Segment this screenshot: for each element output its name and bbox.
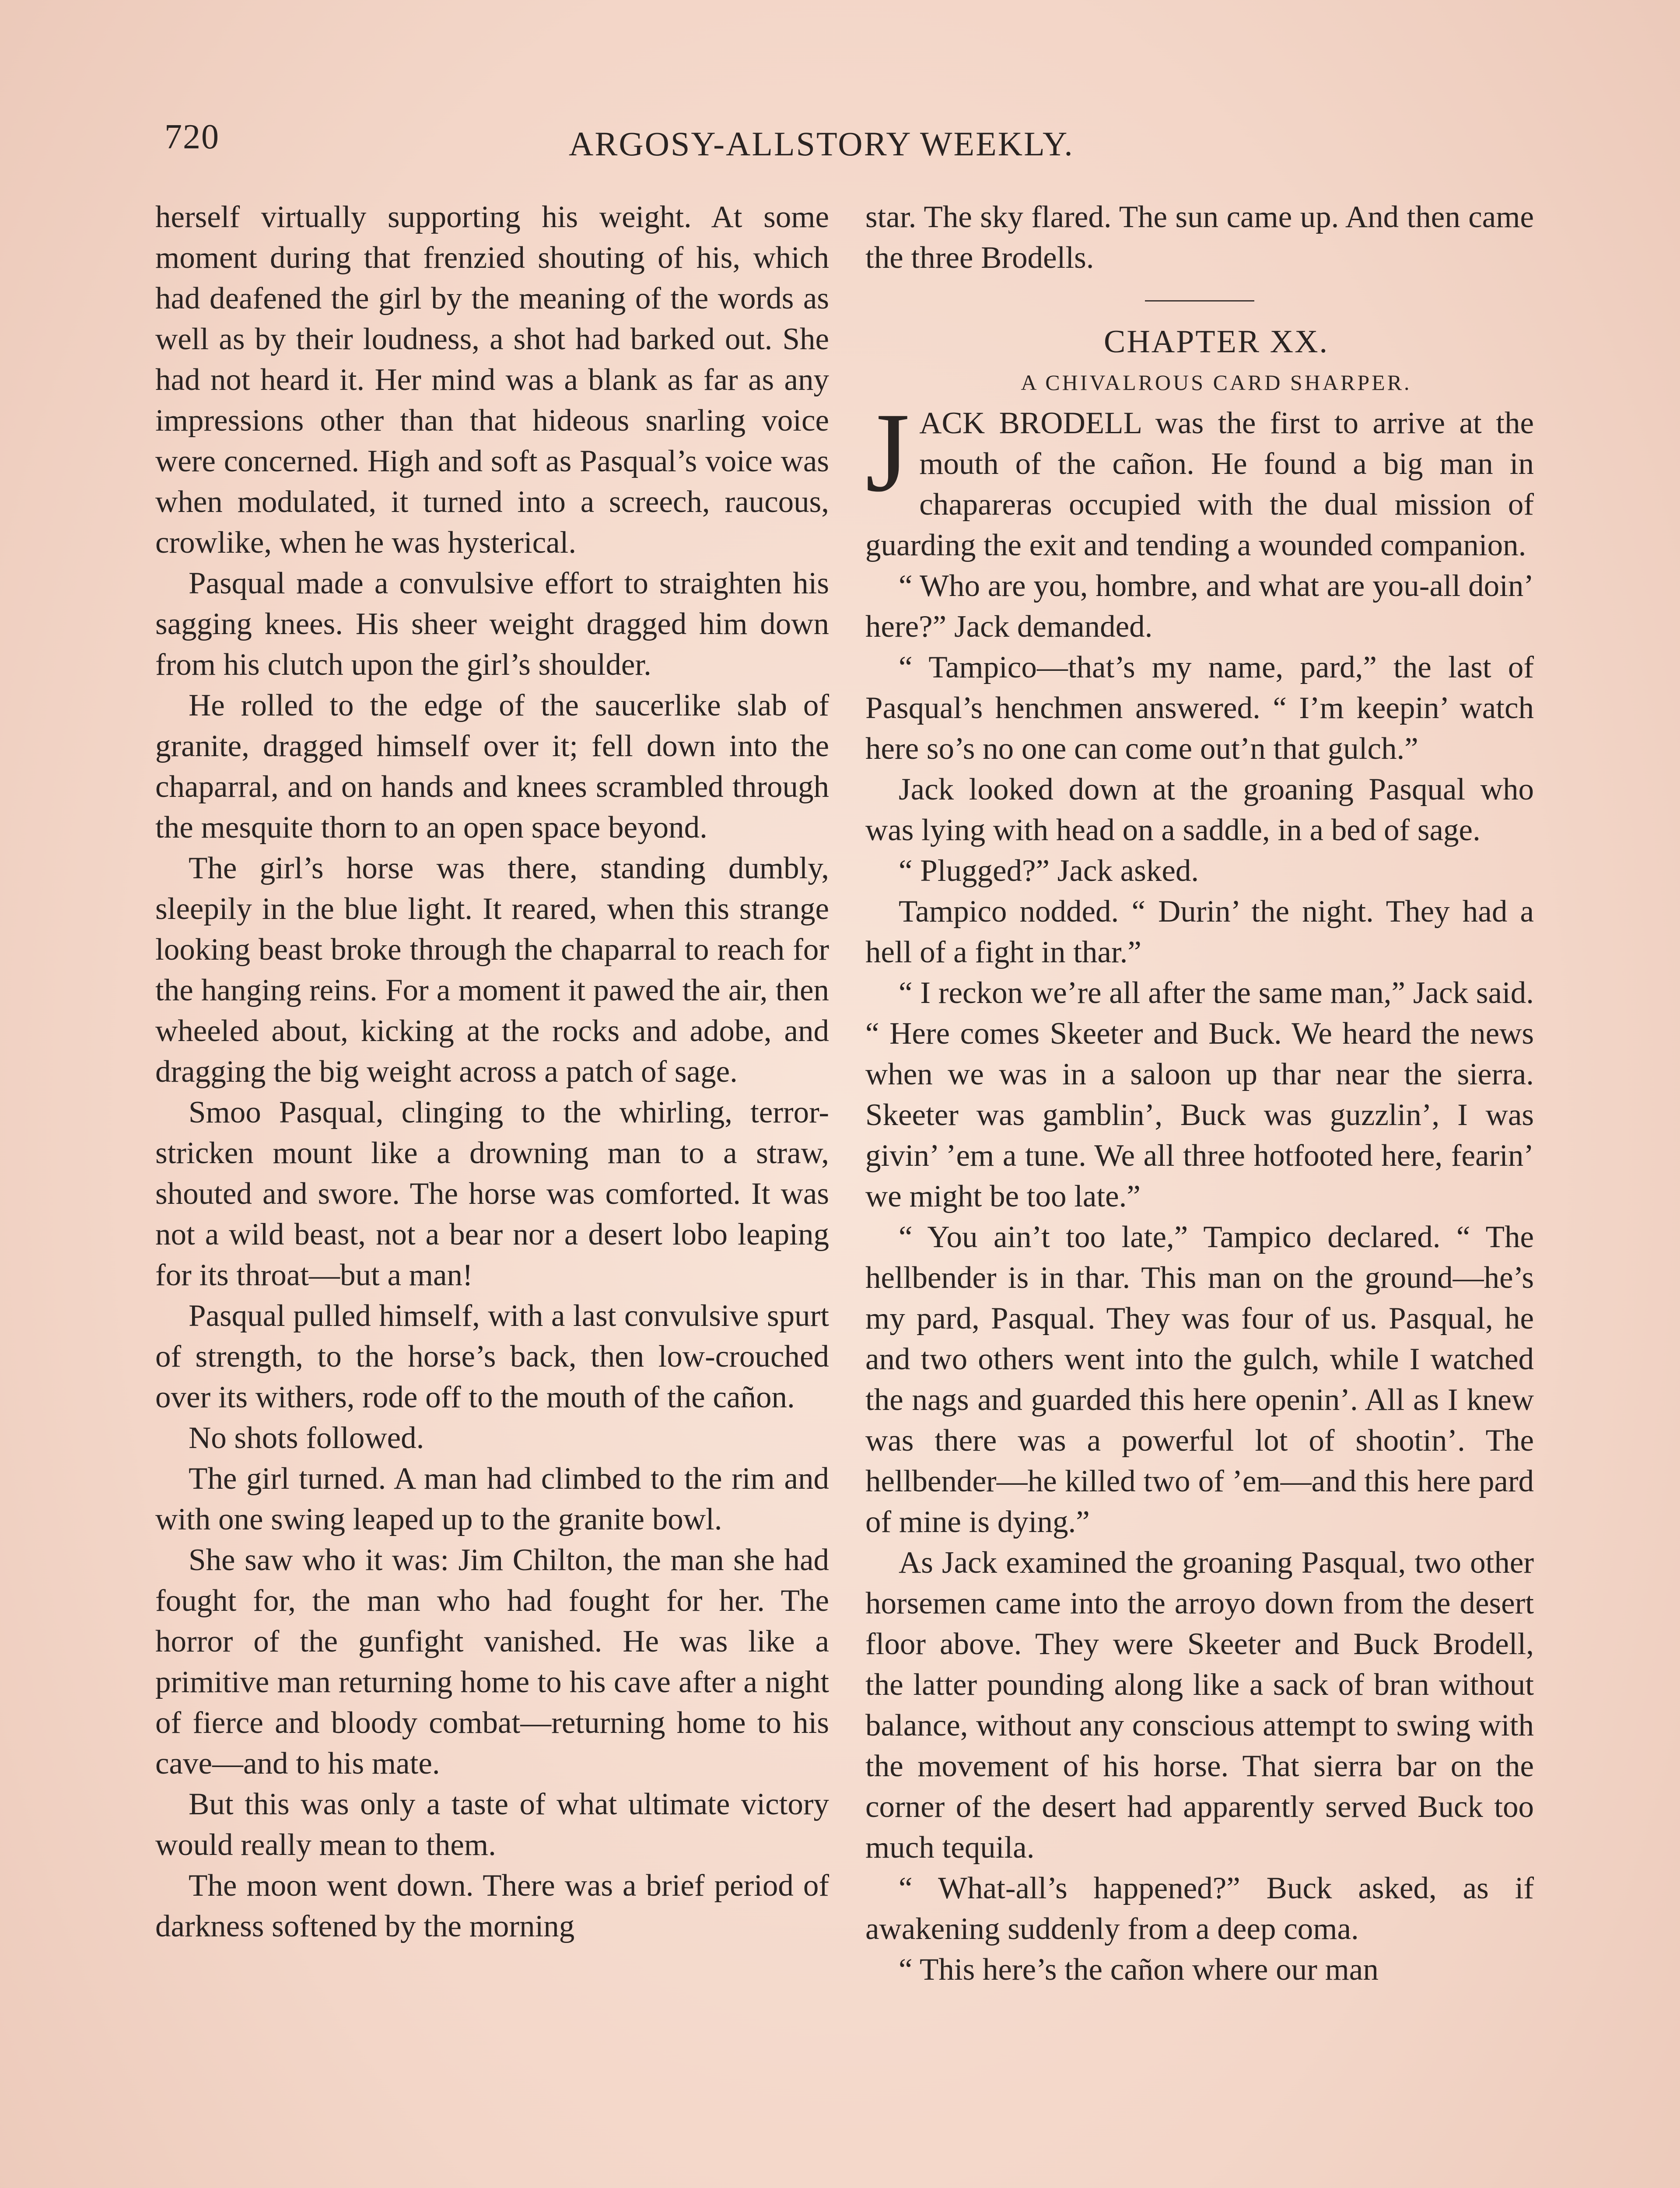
body-paragraph: “ This here’s the cañon where our man bbox=[899, 1953, 1379, 1987]
body-paragraph: “ What-all’s happened?” Buck asked, as if awakening suddenly from a deep coma. bbox=[865, 1871, 1534, 1946]
running-title: ARGOSY-ALLSTORY WEEKLY. bbox=[569, 125, 1074, 163]
body-paragraph: Pasqual pulled himself, with a last convulsive spurt of strength, to the horse’s back, then low-crouched over its withers, rode off to the mouth of the cañon. bbox=[155, 1299, 829, 1414]
body-paragraph: “ Tampico—that’s my name, pard,” the last of Pasqual’s henchmen answered. “ I’m keepin’ watch here so’s no one can come out’n that gulch.” bbox=[865, 650, 1534, 766]
body-paragraph: Pasqual made a convulsive effort to straighten his sagging knees. His sheer weight dragged him down from his clutch upon the girl’s shoulder. bbox=[155, 566, 829, 682]
chapter-subtitle: A CHIVALROUS CARD SHARPER. bbox=[1021, 370, 1412, 395]
drop-cap: J bbox=[865, 389, 910, 515]
page-number: 720 bbox=[164, 118, 220, 156]
left-column bbox=[155, 197, 829, 1947]
body-paragraph: As Jack examined the groaning Pasqual, two other horsemen came into the arroyo down from the desert floor above. They were Skeeter and Buck Brodell, the latter pounding along like a sack of bran without balance, without any conscious attempt to swing with the movement of his horse. That sierra bar on the corner of the desert had apparently served Buck too much tequila. bbox=[865, 1546, 1534, 1865]
section-divider bbox=[1145, 300, 1254, 302]
body-paragraph: “ I reckon we’re all after the same man,” Jack said. “ Here comes Skeeter and Buck. We heard the news when we was in a saloon up thar near the sierra. Skeeter was gamblin’, Buck was guzzlin’, I was givin’ ’em a tune. We all three hotfooted here, fearin’ we might be too late.” bbox=[865, 976, 1534, 1213]
body-paragraph: The girl turned. A man had climbed to the rim and with one swing leaped up to the granite bowl. bbox=[155, 1462, 829, 1536]
body-paragraph: “ Who are you, hombre, and what are you-all doin’ here?” Jack demanded. bbox=[865, 569, 1534, 644]
chapter-title: CHAPTER XX. bbox=[1103, 324, 1329, 360]
body-paragraph: Tampico nodded. “ Durin’ the night. They had a hell of a fight in thar.” bbox=[865, 894, 1534, 969]
continuation-paragraph: star. The sky flared. The sun came up. And then came the three Brodells. bbox=[865, 200, 1534, 275]
body-paragraph: herself virtually supporting his weight. At some moment during that frenzied shouting of his, which had deafened the girl by the meaning of the words as well as by their loudness, a shot had barked out. She had not heard it. Her mind was a blank as far as any impressions other than that hideous snarling voice were concerned. High and soft as Pasqual’s voice was when modulated, it turned into a screech, raucous, crowlike, when he was hysterical. bbox=[155, 200, 829, 560]
body-paragraph: But this was only a taste of what ultimate victory would really mean to them. bbox=[155, 1787, 829, 1862]
body-paragraph: Smoo Pasqual, clinging to the whirling, terror-stricken mount like a drowning man to a straw, shouted and swore. The horse was comforted. It was not a wild beast, not a bear nor a desert lobo leaping for its throat—but a man! bbox=[155, 1095, 829, 1292]
body-paragraph: “ You ain’t too late,” Tampico declared. “ The hellbender is in thar. This man on the ground—he’s my pard, Pasqual. They was four of us. Pasqual, he and two others went into the gulch, while I watched the nags and guarded this here openin’. All as I knew was there was a powerful lot of shootin’. The hellbender—he killed two of ’em—and this here pard of mine is dying.” bbox=[865, 1220, 1534, 1539]
body-paragraph: He rolled to the edge of the saucerlike slab of granite, dragged himself over it; fell down into the chaparral, and on hands and knees scrambled through the mesquite thorn to an open space beyond. bbox=[155, 688, 829, 845]
chapter-opening-paragraph bbox=[865, 389, 1534, 566]
right-column bbox=[865, 197, 1534, 1990]
body-paragraph: She saw who it was: Jim Chilton, the man she had fought for, the man who had fought for her. The horror of the gunfight vanished. He was like a primitive man returning home to his cave after a night of fierce and bloody combat—returning home to his cave—and to his mate. bbox=[155, 1543, 829, 1781]
body-paragraph: No shots followed. bbox=[189, 1421, 424, 1455]
body-paragraph: “ Plugged?” Jack asked. bbox=[899, 854, 1199, 888]
opening-text: ACK BRODELL was the first to arrive at the mouth of the cañon. He found a big man in chapareras occupied with the dual mission of guarding the exit and tending a wounded companion. bbox=[865, 406, 1534, 562]
body-paragraph: Jack looked down at the groaning Pasqual who was lying with head on a saddle, in a bed of sage. bbox=[865, 772, 1534, 847]
body-paragraph: The girl’s horse was there, standing dumbly, sleepily in the blue light. It reared, when this strange looking beast broke through the chaparral to reach for the hanging reins. For a moment it pawed the air, then wheeled about, kicking at the rocks and adobe, and dragging the big weight across a patch of sage. bbox=[155, 851, 829, 1089]
body-paragraph: The moon went down. There was a brief period of darkness softened by the morning bbox=[155, 1869, 829, 1943]
